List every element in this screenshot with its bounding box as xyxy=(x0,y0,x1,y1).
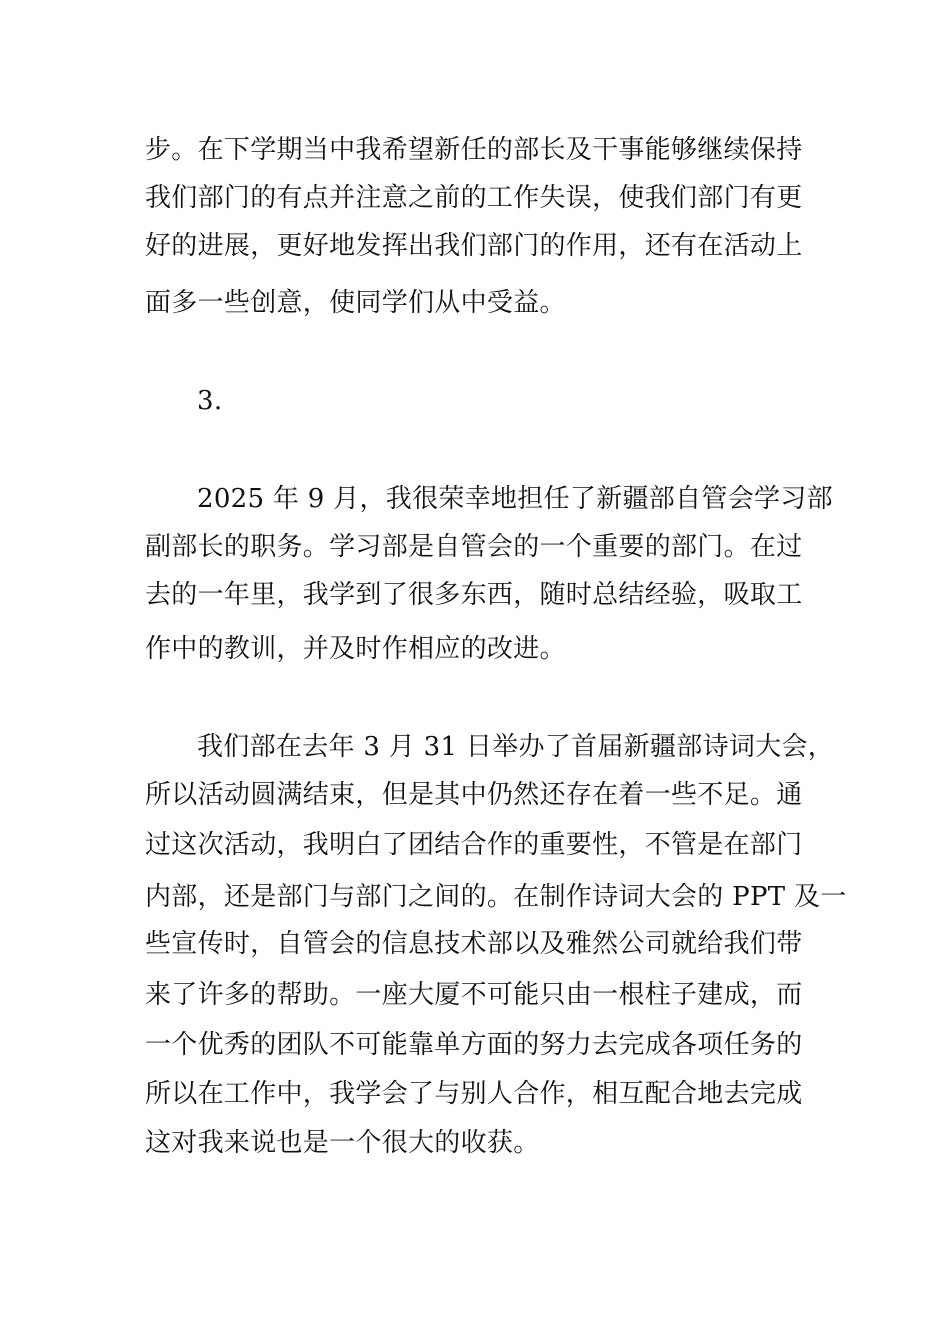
paragraph-2-line-4: 作中的教训，并及时作相应的改进。 xyxy=(145,634,566,664)
paragraph-3-line-2: 所以活动圆满结束，但是其中仍然还存在着一些不足。通 xyxy=(145,780,803,810)
paragraph-3-line-4: 内部，还是部门与部门之间的。在制作诗词大会的 PPT 及一 xyxy=(145,882,847,912)
paragraph-2-line-1: 2025 年 9 月，我很荣幸地担任了新疆部自管会学习部 xyxy=(197,484,833,514)
paragraph-1-line-2: 我们部门的有点并注意之前的工作失误，使我们部门有更 xyxy=(145,183,803,213)
paragraph-1-line-3: 好的进展，更好地发挥出我们部门的作用，还有在活动上 xyxy=(145,231,803,261)
section-number: 3. xyxy=(197,386,223,416)
paragraph-3-line-9: 这对我来说也是一个很大的收获。 xyxy=(145,1128,540,1158)
paragraph-3-line-5: 些宣传时，自管会的信息技术部以及雅然公司就给我们带 xyxy=(145,929,803,959)
paragraph-3-line-3: 过这次活动，我明白了团结合作的重要性，不管是在部门 xyxy=(145,830,803,860)
paragraph-2-line-2: 副部长的职务。学习部是自管会的一个重要的部门。在过 xyxy=(145,532,803,562)
paragraph-3-line-1: 我们部在去年 3 月 31 日举办了首届新疆部诗词大会， xyxy=(197,732,835,762)
paragraph-2-line-3: 去的一年里，我学到了很多东西，随时总结经验，吸取工 xyxy=(145,580,803,610)
paragraph-1-line-4: 面多一些创意，使同学们从中受益。 xyxy=(145,288,566,318)
paragraph-3-line-7: 一个优秀的团队不可能靠单方面的努力去完成各项任务的 xyxy=(145,1030,803,1060)
paragraph-1-line-1: 步。在下学期当中我希望新任的部长及干事能够继续保持 xyxy=(145,135,803,165)
paragraph-3-line-6: 来了许多的帮助。一座大厦不可能只由一根柱子建成，而 xyxy=(145,980,803,1010)
paragraph-3-line-8: 所以在工作中，我学会了与别人合作，相互配合地去完成 xyxy=(145,1079,803,1109)
